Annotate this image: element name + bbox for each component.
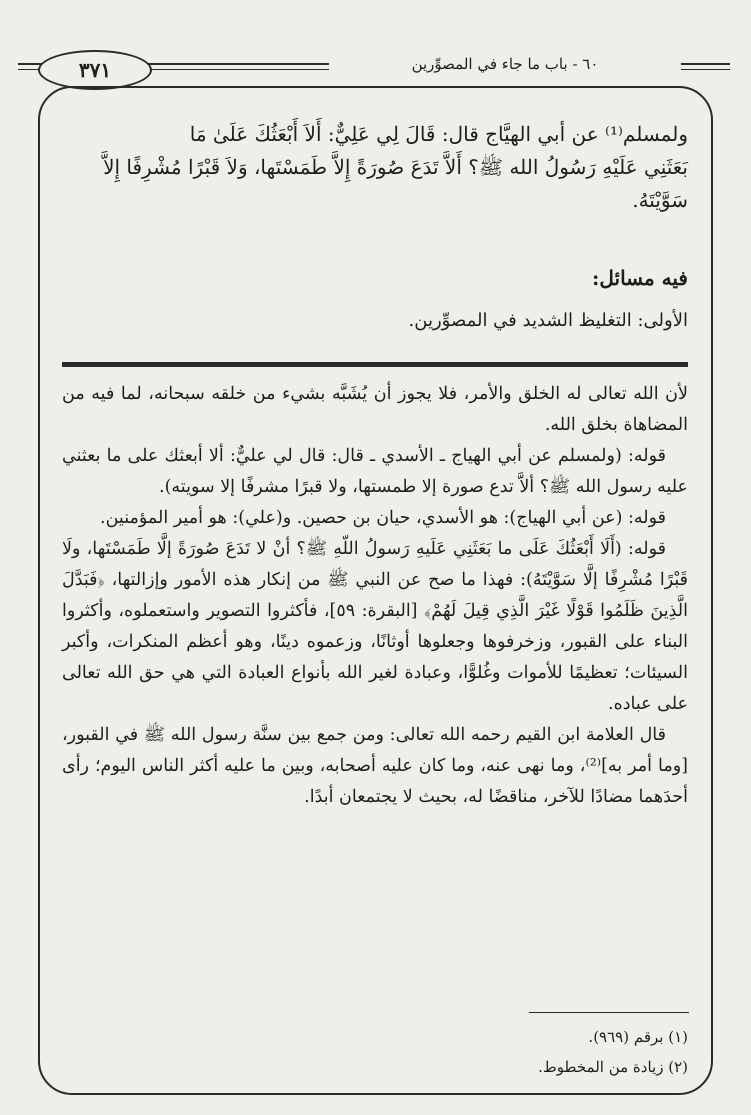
section-divider xyxy=(62,362,688,367)
footnote-rule xyxy=(529,1012,689,1013)
hadith-line-1: ولمسلم⁽¹⁾ عن أبي الهيَّاج قال: قَالَ لِي عَلِيٌّ: أَلاَ أَبْعَثُكَ عَلَىٰ مَا xyxy=(189,122,688,146)
footnotes xyxy=(62,1022,688,1082)
commentary-paragraph-4: قوله: (أَلَا أَبْعَثُكَ عَلَى ما بَعَثَنِي عَلَيهِ رَسولُ اللّهِ ﷺ؟ أنْ لا تَدَعَ صُورَةً إلَّا طَمَسْتَها، ولَا قَبْرًا مُشْرِفًا إلَّا سَوَّيْتَهُ): فهذا ما صح عن النبي ﷺ من إنكار هذه الأمور وإزالتها، ﴿فَبَدَّلَ الَّذِينَ ظَلَمُوا قَوْلًا غَيْرَ الَّذِي قِيلَ لَهُمْ﴾ [البقرة: ٥٩]، فأكثروا التصوير واستعملوه، وأكثروا البناء على القبور، وزخرفوها وجعلوها أوثانًا، وزعموه دينًا، وهو أعظم المنكرات، وأكبر السيئات؛ تعظيمًا للأموات وغُلوًّا، وعبادة لغير الله بأنواع العبادة التي هي حق الله تعالى على عباده. xyxy=(62,539,688,714)
commentary xyxy=(62,379,688,813)
hadith-line-2: بَعَثَنِي عَلَيْهِ رَسُولُ الله ﷺ؟ أَلاَّ تَدَعَ صُورَةً إِلاَّ طَمَسْتَها، وَلاَ قَبْرًا مُشْرِفًا إِلاَّ xyxy=(103,155,688,179)
hadith-text xyxy=(62,118,688,217)
masail-first: الأولى: التغليظ الشديد في المصوِّرين. xyxy=(408,310,688,331)
commentary-paragraph-2: قوله: (ولمسلم عن أبي الهياج ـ الأسدي ـ قال: قال لي عليٌّ: ألا أبعثك على ما بعثني عليه رسول الله ﷺ؟ ألاَّ تدع صورة إلا طمستها، ولا قبرًا مشرفًا إلا سويته). xyxy=(62,446,688,497)
commentary-paragraph-5: قال العلامة ابن القيم رحمه الله تعالى: ومن جمع بين سنَّة رسول الله ﷺ في القبور، [وما أمر به]⁽²⁾، وما نهى عنه، وما كان عليه أصحابه، وبين ما عليه أكثر الناس اليوم؛ رأى أحدَهما مضادًا للآخر، مناقضًا له، بحيث لا يجتمعان أبدًا. xyxy=(62,725,688,807)
hadith-line-3: سَوَّيْتَهُ. xyxy=(632,188,688,212)
footnote-2: (٢) زيادة من المخطوط. xyxy=(538,1058,688,1076)
chapter-title: ٦٠ - باب ما جاء في المصوِّرين xyxy=(329,55,681,73)
commentary-paragraph-3: قوله: (عن أبي الهياج): هو الأسدي، حيان بن حصين. و(علي): هو أمير المؤمنين. xyxy=(100,508,666,528)
page-number: ٣٧١ xyxy=(38,50,152,90)
commentary-paragraph-1: لأن الله تعالى له الخلق والأمر، فلا يجوز أن يُشَبَّه بشيء من خلقه سبحانه، لما فيه من المضاهاة بخلق الله. xyxy=(62,384,688,435)
footnote-1: (١) برقم (٩٦٩). xyxy=(588,1028,688,1046)
masail-heading: فيه مسائل: xyxy=(591,266,688,290)
